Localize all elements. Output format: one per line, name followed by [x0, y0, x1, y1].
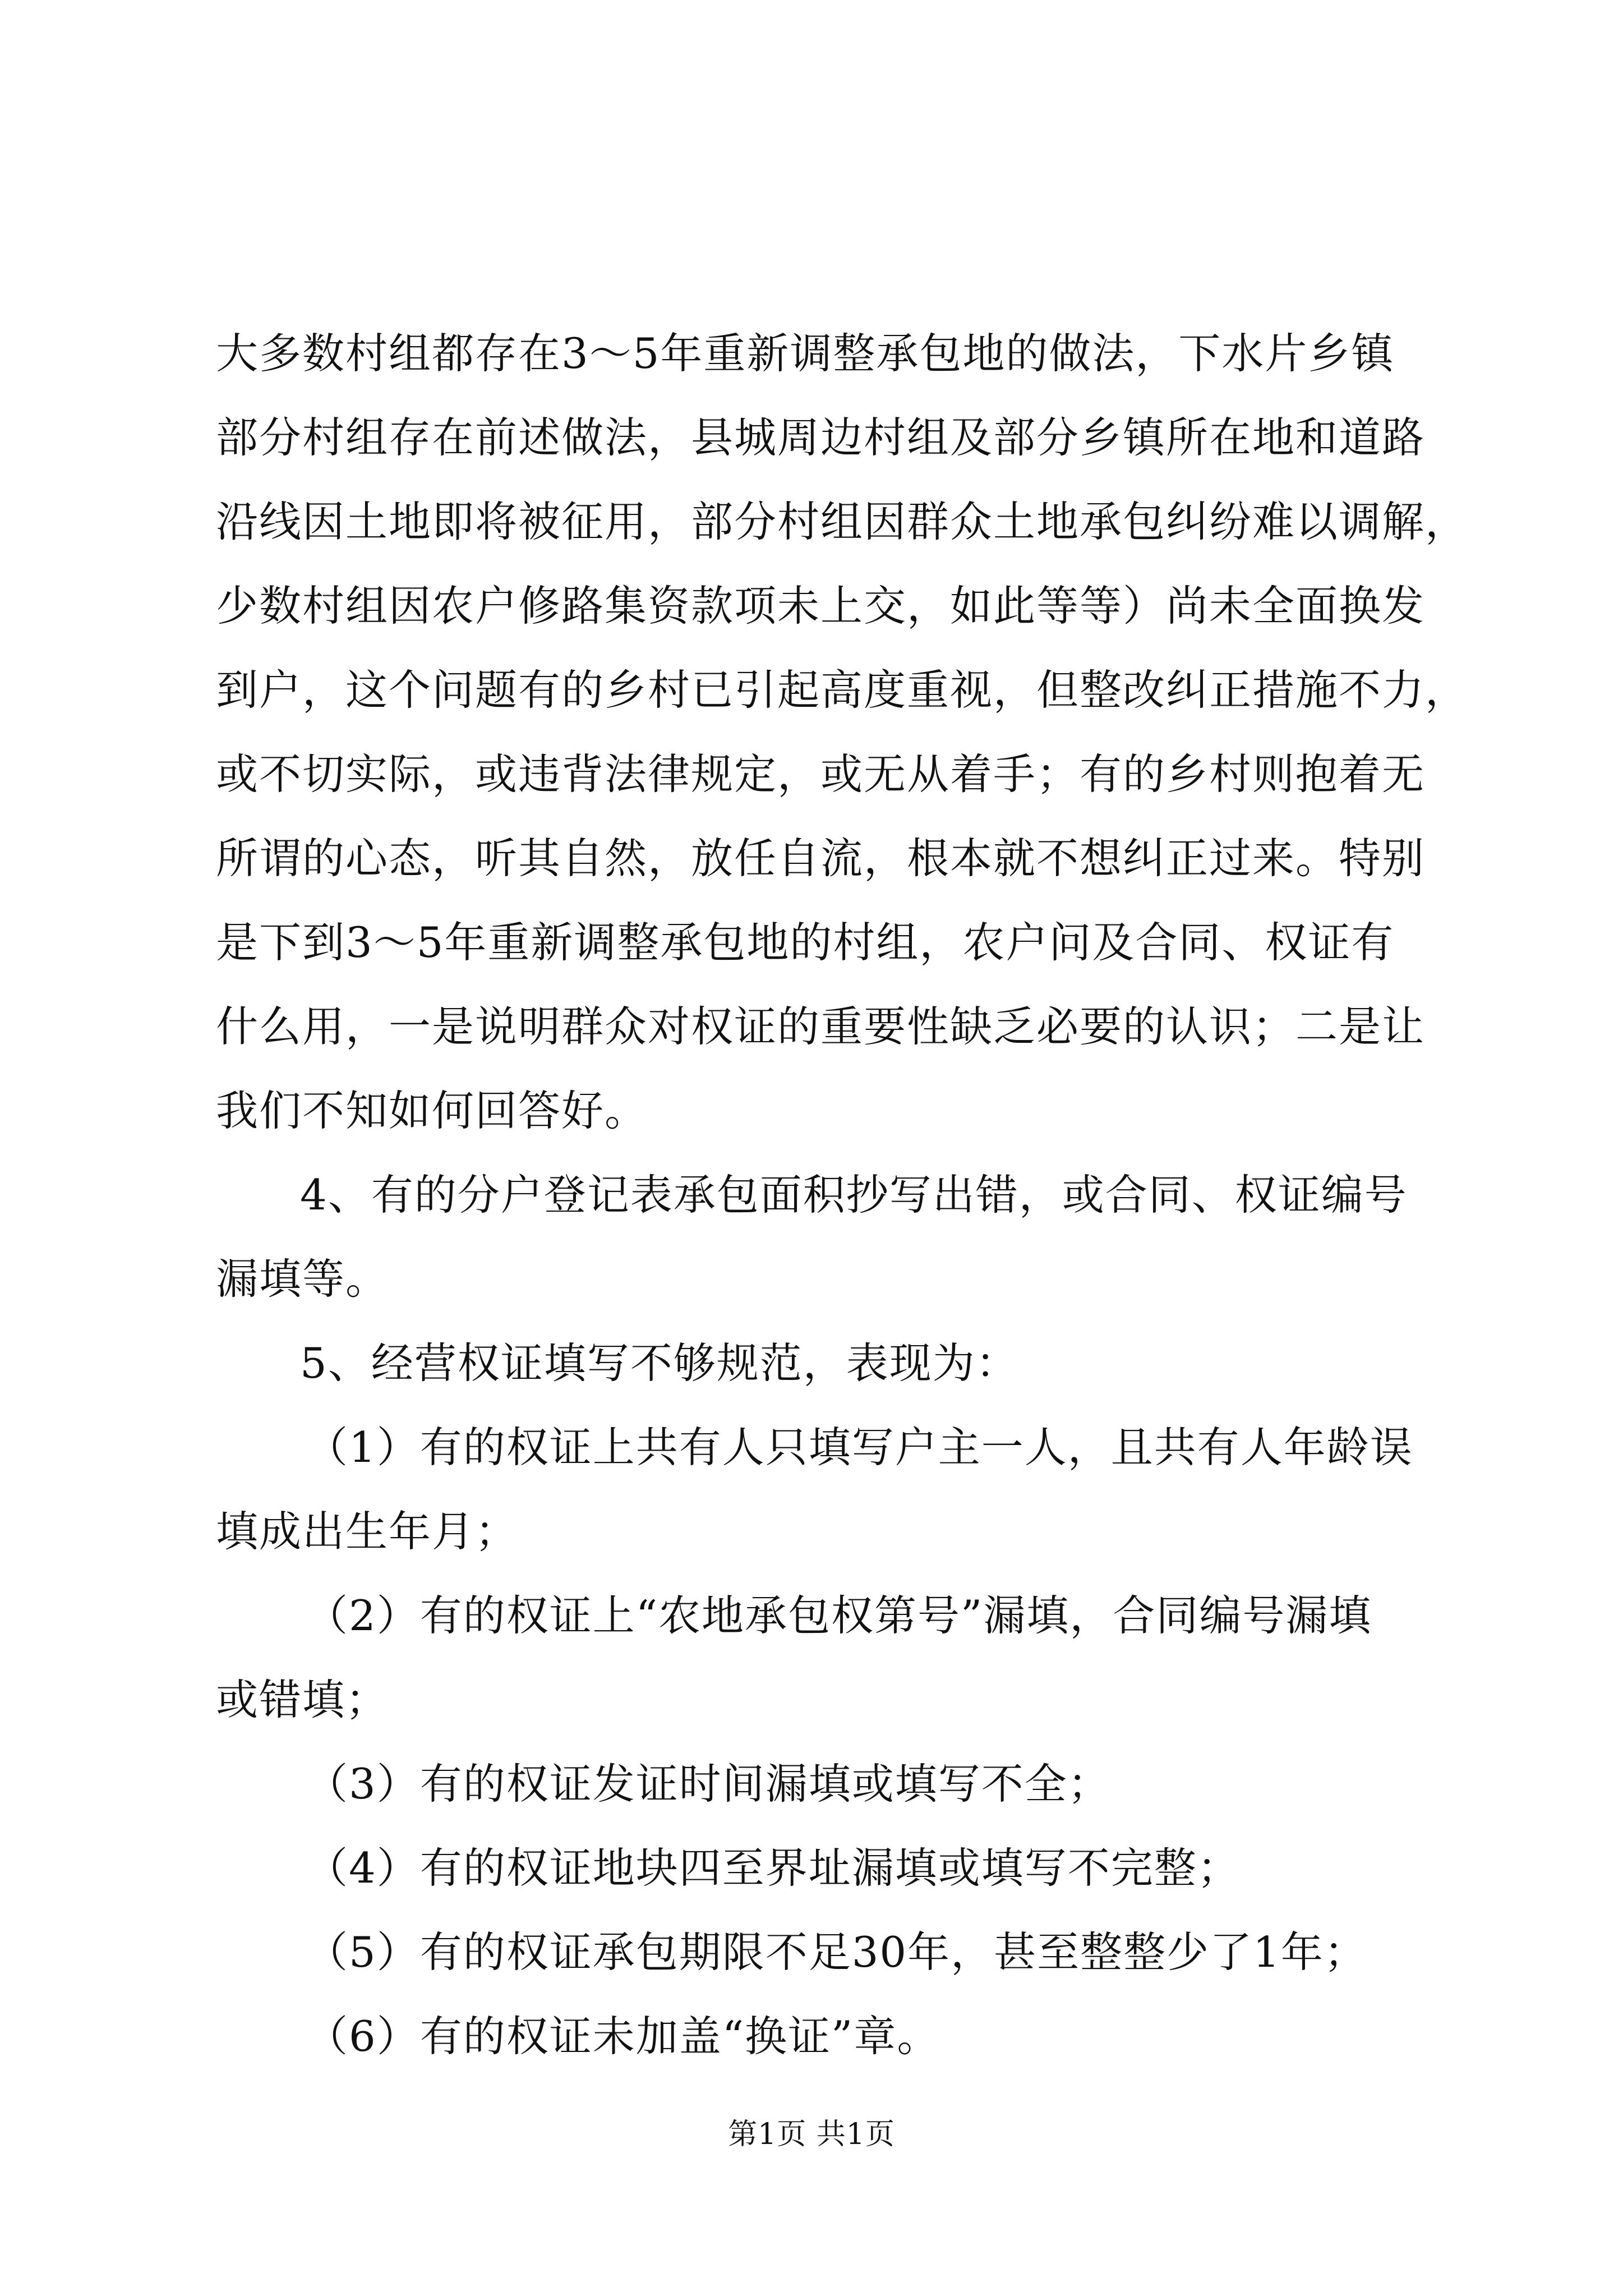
text-line: 沿线因土地即将被征用，部分村组因群众土地承包纠纷难以调解，: [216, 497, 1469, 546]
text-line: 到户，这个问题有的乡村已引起高度重视，但整改纠正措施不力，: [216, 665, 1469, 715]
body-text: [216, 311, 1469, 2078]
text-line: 所谓的心态，听其自然，放任自流，根本就不想纠正过来。特别: [216, 834, 1426, 883]
text-line: （3）有的权证发证时间漏填或填写不全；: [306, 1759, 1111, 1809]
text-line: （4）有的权证地块四至界址漏填或填写不完整；: [306, 1843, 1241, 1893]
text-line: 填成出生年月；: [216, 1507, 519, 1556]
text-line: 是下到3～5年重新调整承包地的村组，农户问及合同、权证有: [216, 918, 1395, 967]
text-line: 大多数村组都存在3～5年重新调整承包地的做法，下水片乡镇: [216, 329, 1395, 378]
text-line: 部分村组存在前述做法，县城周边村组及部分乡镇所在地和道路: [216, 413, 1426, 462]
text-line: 少数村组因农户修路集资款项未上交，如此等等）尚未全面换发: [216, 581, 1426, 631]
text-line: 5、经营权证填写不够规范，表现为：: [300, 1338, 1019, 1388]
text-line: 或错填；: [216, 1675, 389, 1724]
text-line: （5）有的权证承包期限不足30年，甚至整整少了1年；: [306, 1927, 1367, 1977]
text-line: 漏填等。: [216, 1254, 389, 1304]
page-footer: 第1页 共1页: [728, 2118, 895, 2151]
text-line: （6）有的权证未加盖“换证”章。: [306, 2012, 940, 2061]
text-line: 4、有的分户登记表承包面积抄写出错，或合同、权证编号: [300, 1170, 1408, 1220]
text-line: （2）有的权证上“农地承包权第号”漏填，合同编号漏填: [306, 1591, 1372, 1640]
text-line: （1）有的权证上共有人只填写户主一人，且共有人年龄误: [306, 1423, 1413, 1472]
text-line: 我们不知如何回答好。: [216, 1086, 648, 1135]
text-line: 或不切实际，或违背法律规定，或无从着手；有的乡村则抱着无: [216, 749, 1426, 799]
text-line: 什么用，一是说明群众对权证的重要性缺乏必要的认识；二是让: [216, 1002, 1426, 1051]
